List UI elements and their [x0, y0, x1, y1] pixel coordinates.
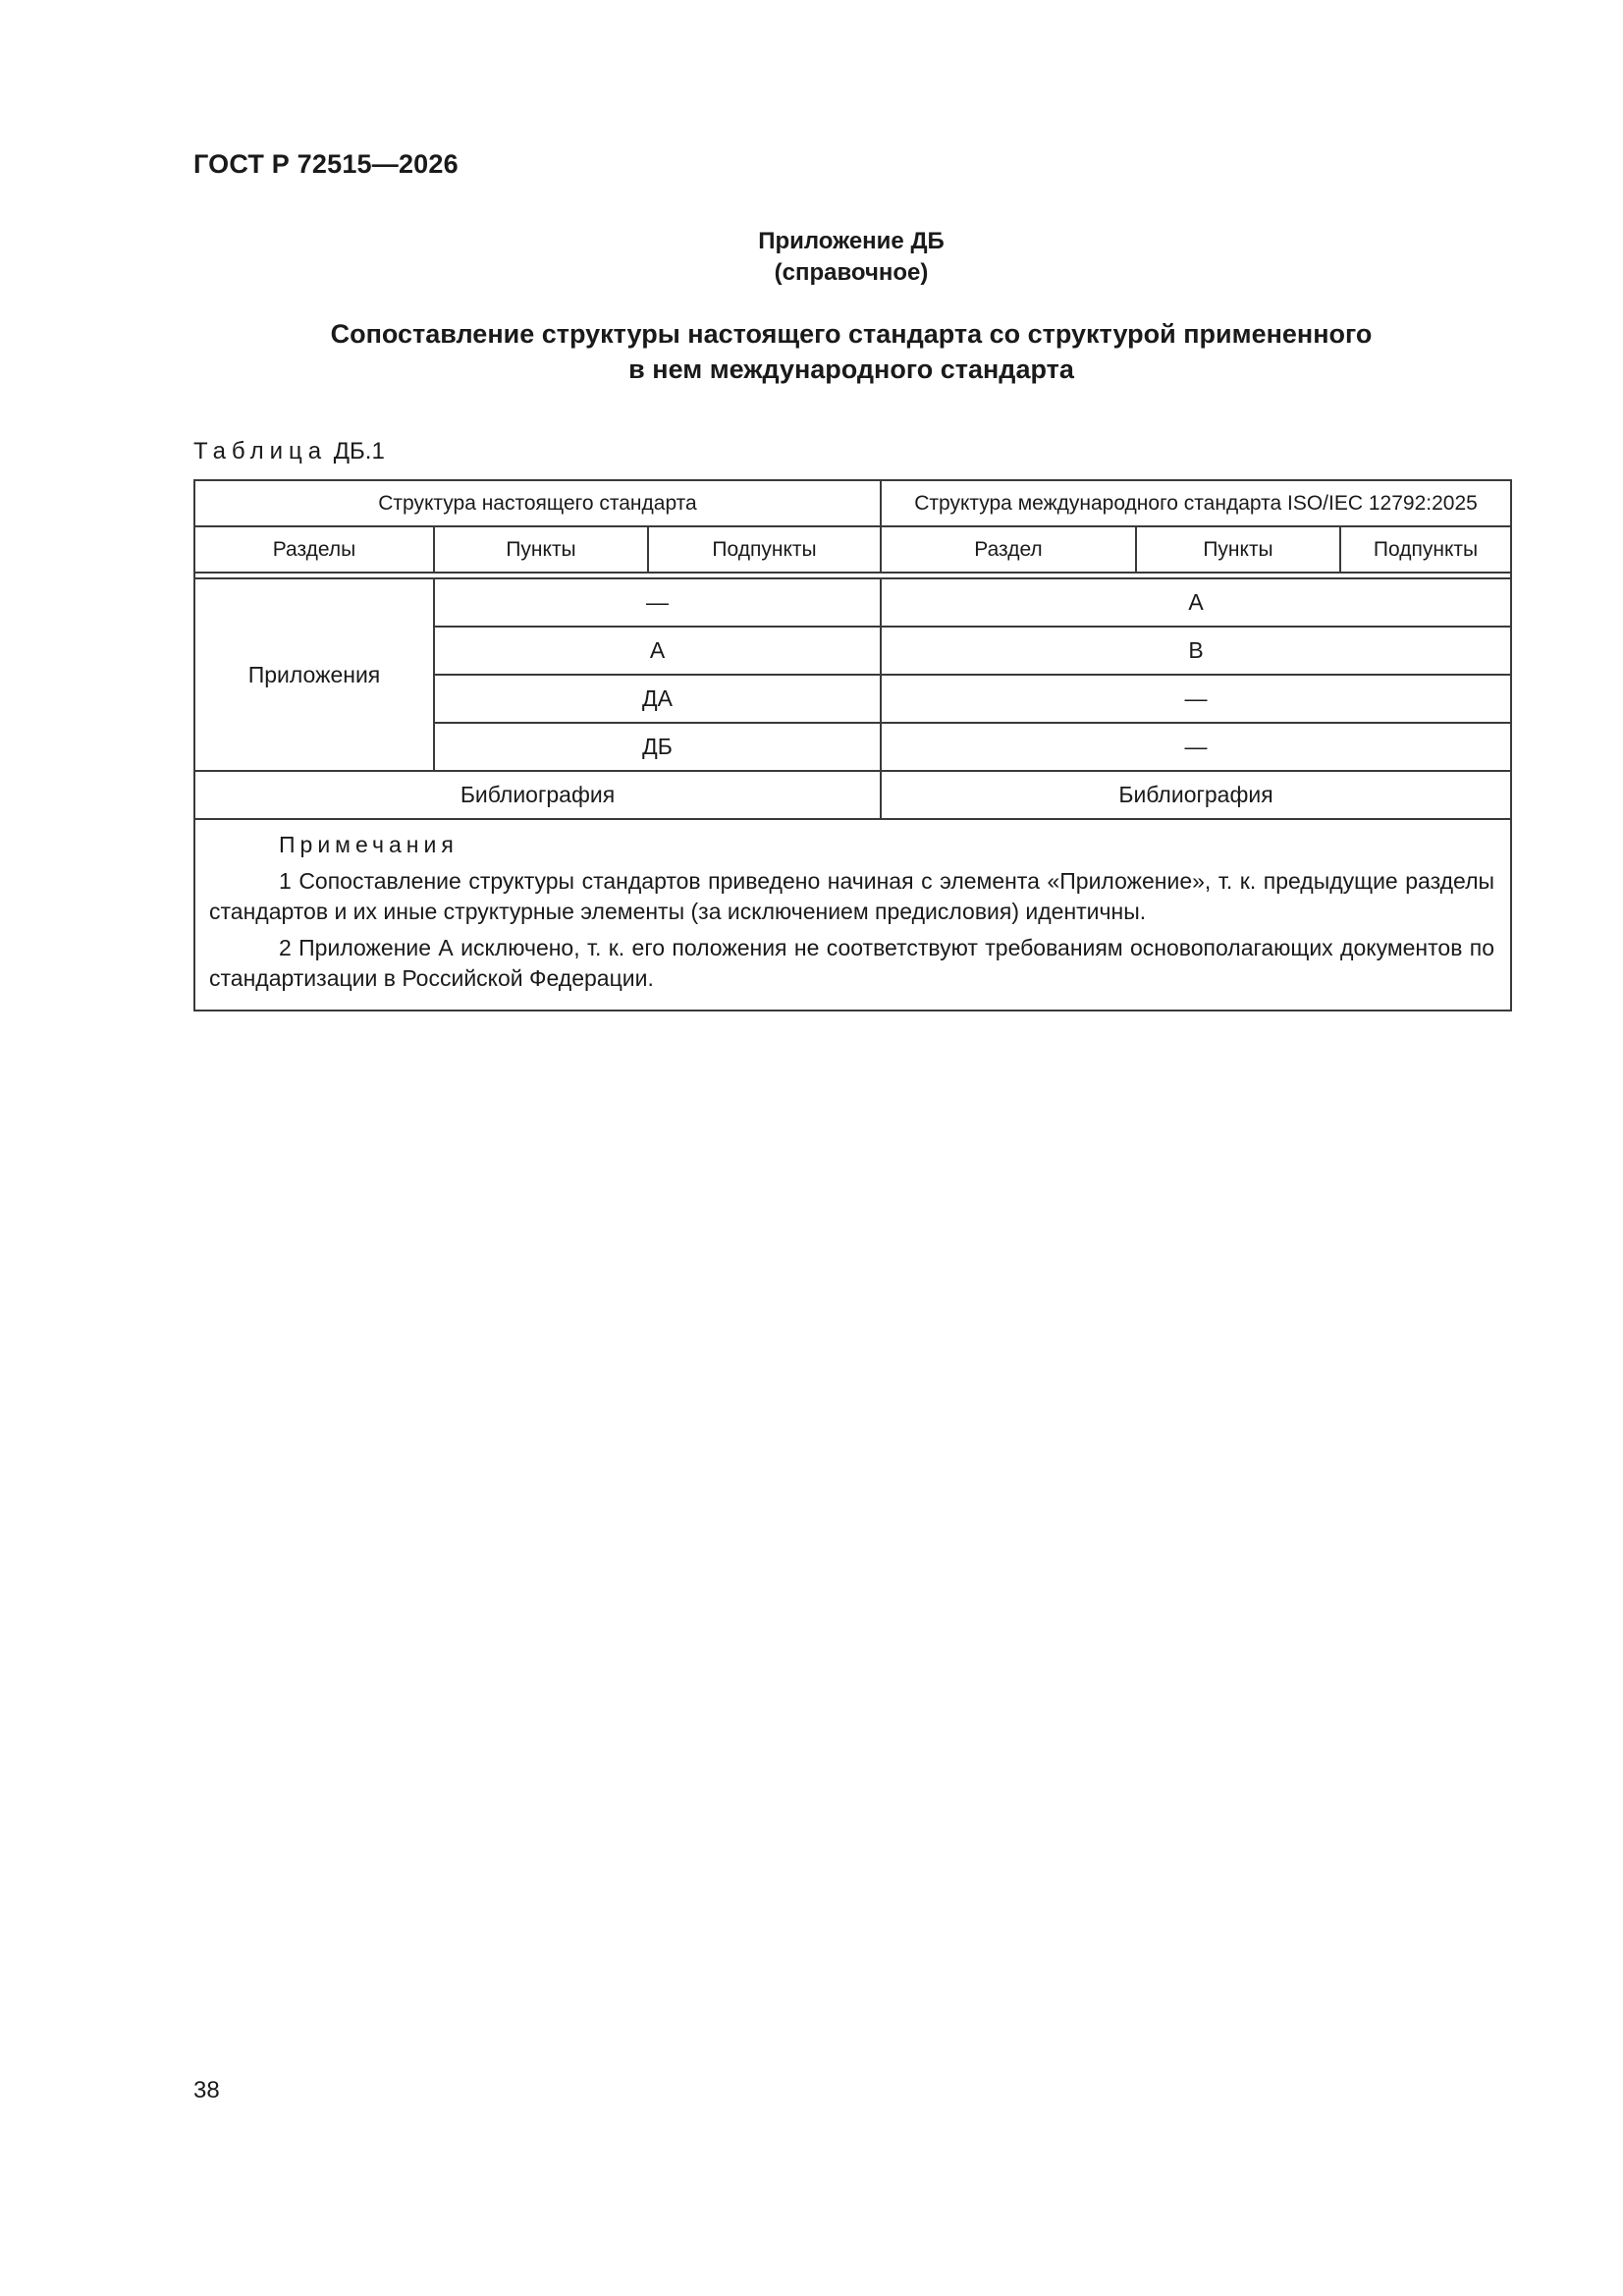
notes-row	[194, 819, 1511, 1011]
bibliography-row	[194, 771, 1511, 819]
note-item: 2 Приложение А исключено, т. к. его положения не соответствуют требованиям основополагающих документов по стандартизации в Российской Федерации.	[209, 935, 1495, 991]
subheader-international-section: Раздел	[881, 526, 1136, 573]
table-subheader-row	[194, 526, 1511, 573]
structure-comparison-table	[193, 479, 1512, 1011]
annex-heading	[193, 226, 1509, 289]
row-national-value: ДБ	[434, 723, 881, 771]
row-national-value: —	[434, 578, 881, 627]
bibliography-national: Библиография	[194, 771, 881, 819]
subheader-national-sections: Разделы	[194, 526, 434, 573]
row-national-value: ДА	[434, 675, 881, 723]
row-national-value: А	[434, 627, 881, 675]
header-international-structure: Структура международного стандарта ISO/IEC 12792:2025	[881, 480, 1511, 526]
document-code: ГОСТ Р 72515—2026	[193, 149, 459, 179]
main-title-line-2: в нем международного стандарта	[628, 355, 1074, 384]
subheader-international-clauses: Пункты	[1136, 526, 1340, 573]
subheader-national-subclauses: Подпункты	[648, 526, 881, 573]
group-label-annexes: Приложения	[194, 578, 434, 771]
main-title-line-1: Сопоставление структуры настоящего стандарта со структурой примененного	[330, 319, 1373, 349]
table-caption-number: ДБ.1	[333, 438, 385, 465]
row-international-value: В	[881, 627, 1511, 675]
row-international-value: —	[881, 675, 1511, 723]
annex-subtitle: (справочное)	[774, 259, 929, 286]
bibliography-international: Библиография	[881, 771, 1511, 819]
page-number: 38	[193, 2077, 220, 2104]
notes-heading: Примечания	[279, 832, 459, 857]
table-row	[194, 578, 1511, 627]
note-item: 1 Сопоставление структуры стандартов приведено начиная с элемента «Приложение», т. к. предыдущие разделы стандартов и их иные структурные элементы (за исключением предисловия) идентичны.	[209, 868, 1495, 924]
table-caption	[193, 438, 385, 465]
annex-title: Приложение ДБ	[758, 228, 945, 254]
subheader-national-clauses: Пункты	[434, 526, 648, 573]
subheader-international-subclauses: Подпункты	[1340, 526, 1511, 573]
row-international-value: —	[881, 723, 1511, 771]
notes-cell	[194, 819, 1511, 1011]
row-international-value: А	[881, 578, 1511, 627]
table-header-row	[194, 480, 1511, 526]
table-caption-word: Таблица	[193, 438, 328, 465]
main-title	[193, 316, 1509, 387]
header-national-structure: Структура настоящего стандарта	[194, 480, 881, 526]
